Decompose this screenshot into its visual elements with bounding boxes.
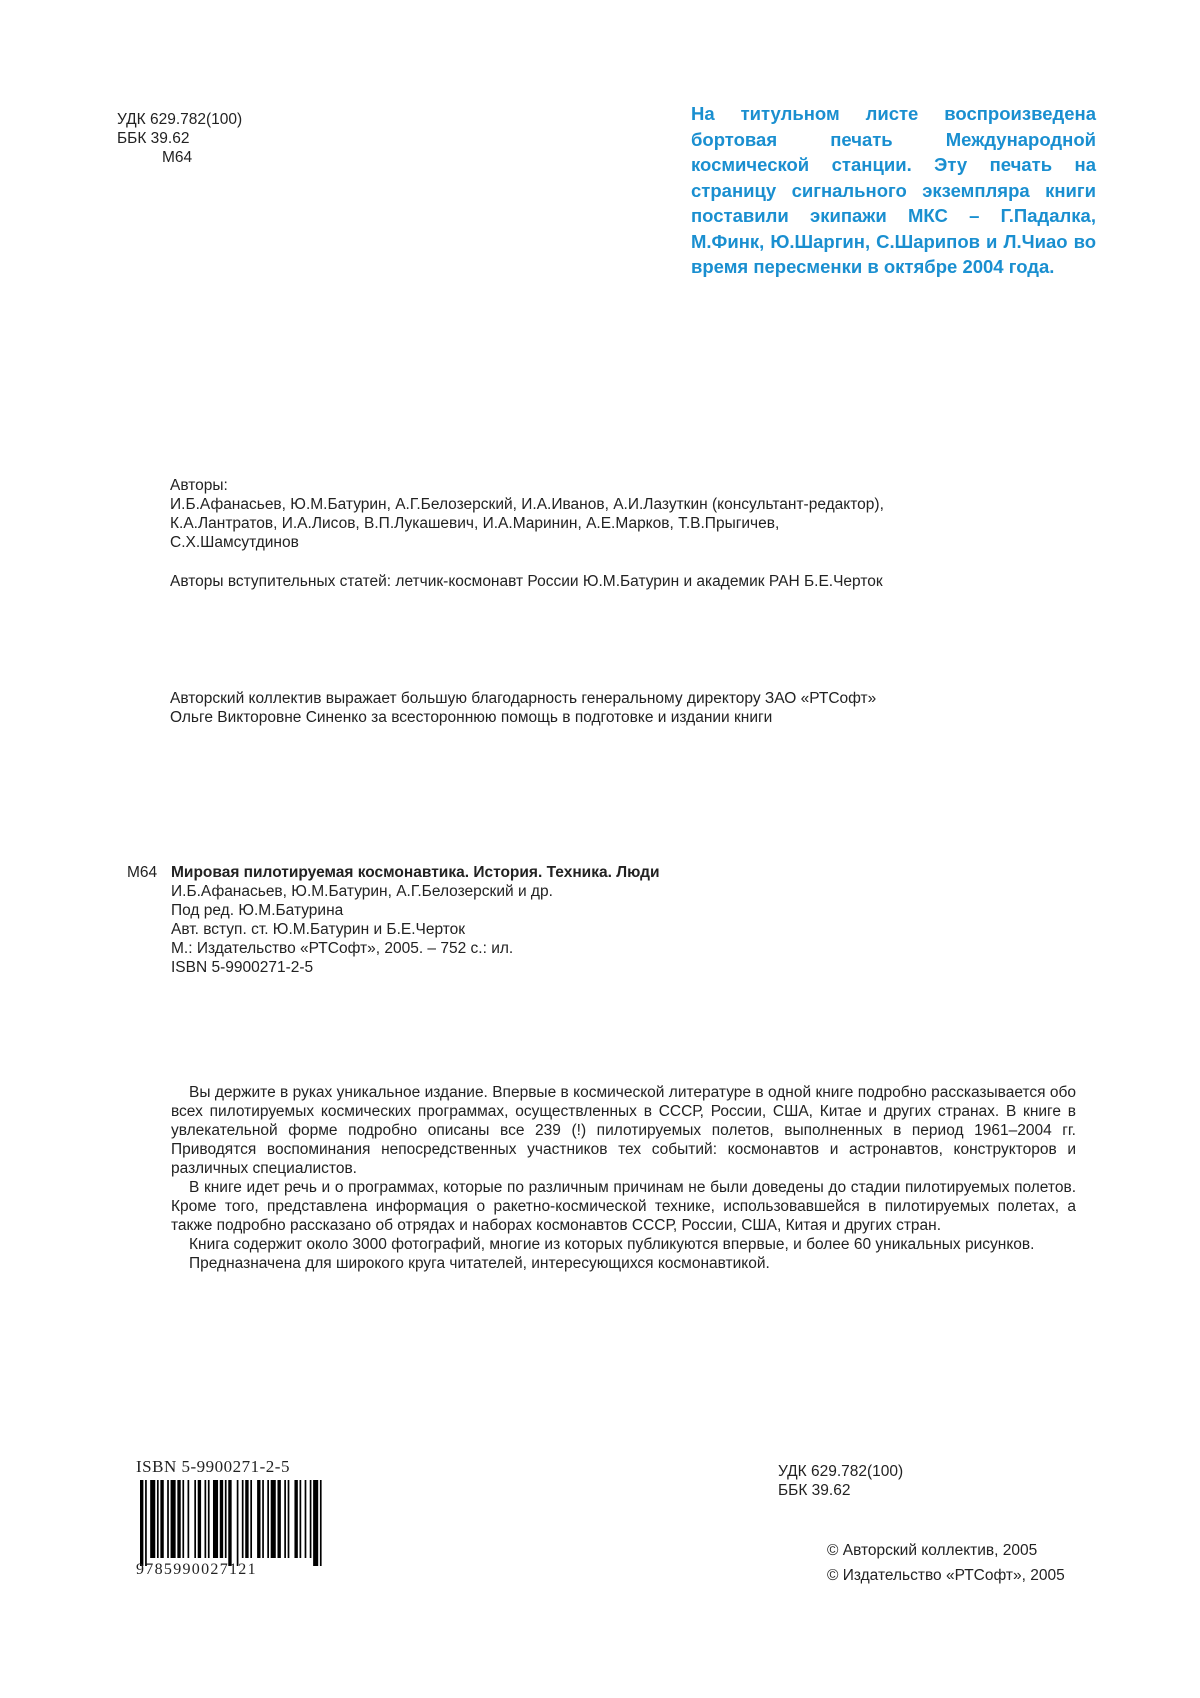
barcode-bar	[250, 1480, 252, 1558]
barcode-bar	[313, 1480, 318, 1566]
copyright-line: © Авторский коллектив, 2005	[827, 1542, 1038, 1559]
barcode-bar	[262, 1480, 264, 1558]
udk-block-bottom	[778, 1462, 903, 1500]
barcode-bar	[300, 1480, 302, 1558]
biblio-line: И.Б.Афанасьев, Ю.М.Батурин, А.Г.Белозерский и др.	[171, 883, 553, 900]
authors-line: К.А.Лантратов, И.А.Лисов, В.П.Лукашевич, И.А.Маринин, А.Е.Марков, Т.В.Прыгичев,	[170, 515, 780, 532]
bibliographic-record	[171, 863, 659, 977]
barcode-bar	[140, 1480, 143, 1566]
barcode-bar	[213, 1480, 218, 1558]
barcode-bar	[150, 1480, 155, 1558]
barcode-bar	[288, 1480, 290, 1558]
biblio-line: Авт. вступ. ст. Ю.М.Батурин и Б.Е.Черток	[171, 921, 466, 938]
barcode-bar	[188, 1480, 190, 1558]
annotation-paragraph: Вы держите в руках уникальное издание. Впервые в космической литературе в одной книге подробно рассказывается обо всех пилотируемых космических программах, осуществленных в СССР, России, США, Китае и других странах. В книге в увлекательной форме подробно описаны все 239 (!) пилотируемых полетов, выполненных в период 1961–2004 гг. Приводятся воспоминания непосредственных участников тех событий: космонавтов и астронавтов, конструкторов и различных специалистов.	[171, 1084, 1076, 1177]
barcode-bar	[205, 1480, 207, 1558]
barcode-bars	[140, 1480, 325, 1566]
acknowledgement-line: Авторский коллектив выражает большую благодарность генеральному директору ЗАО «РТСофт»	[170, 690, 877, 707]
barcode-bar	[220, 1480, 223, 1558]
isbn-line: ISBN 5-9900271-2-5	[171, 959, 314, 976]
barcode-bar	[277, 1480, 280, 1558]
acknowledgement-line: Ольге Викторовне Синенко за всестороннюю помощь в подготовке и издании книги	[170, 709, 773, 726]
authors-block	[170, 476, 884, 552]
barcode-bar	[284, 1480, 286, 1558]
acknowledgement	[170, 689, 876, 727]
barcode-bar	[160, 1480, 163, 1558]
barcode-bar	[228, 1480, 231, 1566]
barcode-bar	[177, 1480, 180, 1558]
barcode-bar	[194, 1480, 196, 1558]
udk-code: УДК 629.782(100)	[117, 111, 243, 128]
authors-line: С.Х.Шамсутдинов	[170, 534, 299, 551]
barcode-bar	[267, 1480, 269, 1558]
biblio-line: М.: Издательство «РТСофт», 2005. – 752 с.: ил.	[171, 940, 514, 957]
copyright-line: © Издательство «РТСофт», 2005	[827, 1567, 1065, 1584]
copyright-block	[827, 1538, 1065, 1588]
title-page-note: На титульном листе воспроизведена бортовая печать Международной космической станции. Эту печать на страницу сигнального экземпляра книги поставили экипажи МКС – Г.Падалка, М.Финк, Ю.Шаргин, С.Шарипов и Л.Чиао во время пересменки в октябре 2004 года.	[691, 103, 1096, 277]
barcode-bar	[182, 1480, 184, 1558]
barcode-bar	[320, 1480, 322, 1566]
annotation-paragraph: Книга содержит около 3000 фотографий, многие из которых публикуются впервые, и более 60 уникальных рисунков.	[189, 1236, 1035, 1253]
barcode-bar	[294, 1480, 297, 1558]
ean-digits: 9785990027121	[136, 1561, 257, 1578]
barcode-bar	[157, 1480, 159, 1558]
book-title: Мировая пилотируемая космонавтика. История. Техника. Люди	[171, 864, 660, 881]
barcode-bar	[167, 1480, 169, 1558]
annotation	[171, 1083, 1076, 1273]
barcode-bar	[271, 1480, 276, 1558]
authors-line: И.Б.Афанасьев, Ю.М.Батурин, А.Г.Белозерский, И.А.Иванов, А.И.Лазуткин (консультант-редактор),	[170, 496, 884, 513]
biblio-author-sign: М64	[127, 864, 158, 881]
udk-block-top	[117, 110, 242, 167]
barcode-bar	[245, 1480, 248, 1558]
barcode-bar	[208, 1480, 210, 1558]
author-sign: М64	[162, 149, 193, 166]
barcode-bar	[310, 1480, 312, 1558]
barcode-bar	[198, 1480, 201, 1558]
biblio-line: Под ред. Ю.М.Батурина	[171, 902, 344, 919]
barcode-bar	[171, 1480, 176, 1558]
barcode-bar	[237, 1480, 239, 1566]
isbn-barcode	[136, 1457, 329, 1577]
intro-authors: Авторы вступительных статей: летчик-космонавт России Ю.М.Батурин и академик РАН Б.Е.Черток	[170, 573, 883, 590]
isbn-label: ISBN 5-9900271-2-5	[136, 1457, 290, 1476]
barcode-bar	[225, 1480, 227, 1558]
barcode-bar	[145, 1480, 147, 1566]
barcode-bar	[242, 1480, 244, 1558]
barcode-bar	[305, 1480, 307, 1558]
bbk-code: ББК 39.62	[117, 130, 190, 147]
annotation-paragraph: Предназначена для широкого круга читателей, интересующихся космонавтикой.	[189, 1255, 770, 1272]
udk-code: УДК 629.782(100)	[778, 1463, 904, 1480]
annotation-paragraph: В книге идет речь и о программах, которые по различным причинам не были доведены до стадии пилотируемых полетов. Кроме того, представлена информация о ракетно-космической технике, использовавшейся в пилотируемых полетах, а также подробно рассказано об отрядах и наборах космонавтов СССР, России, США, Китая и других стран.	[171, 1179, 1076, 1234]
bbk-code: ББК 39.62	[778, 1482, 851, 1499]
barcode-bar	[257, 1480, 260, 1558]
authors-heading: Авторы:	[170, 477, 228, 494]
